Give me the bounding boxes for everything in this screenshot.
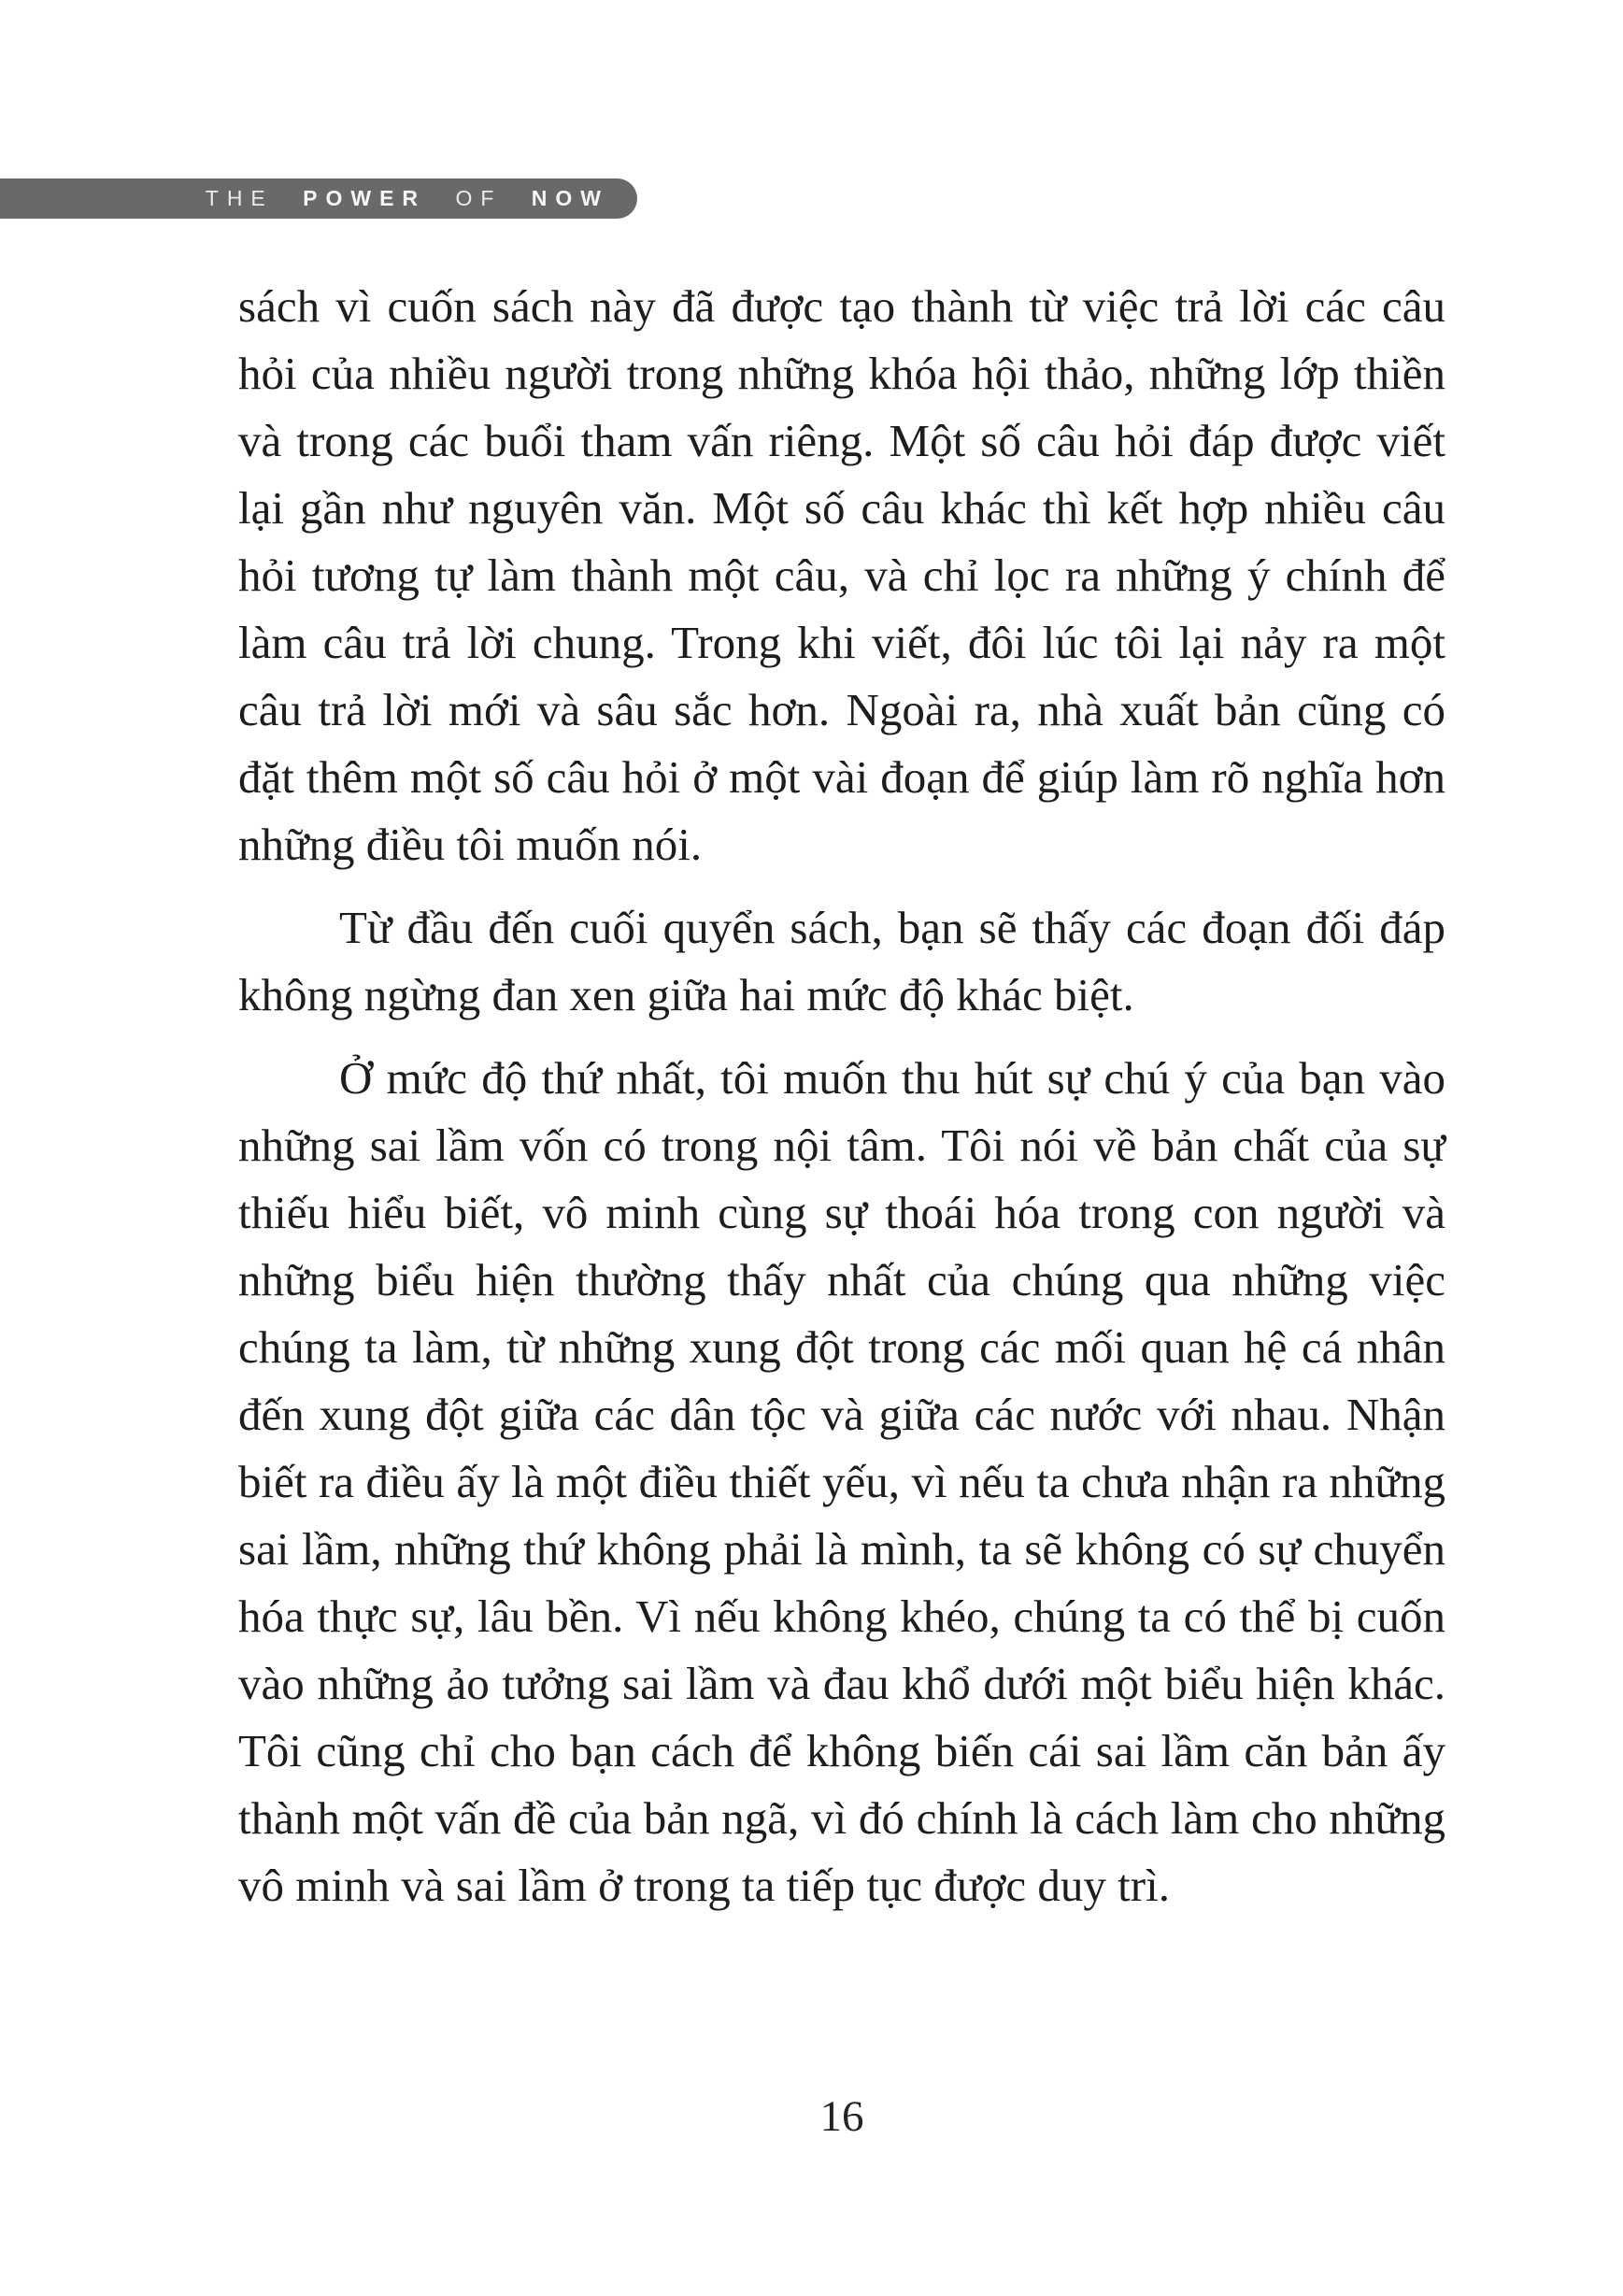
page-body-text bbox=[238, 273, 1445, 1919]
paragraph: Ở mức độ thứ nhất, tôi muốn thu hút sự chú ý của bạn vào những sai lầm vốn có trong nội tâm. Tôi nói về bản chất của sự thiếu hiểu biết, vô minh cùng sự thoái hóa trong con người và những biểu hiện thường thấy nhất của chúng qua những việc chúng ta làm, từ những xung đột trong các mối quan hệ cá nhân đến xung đột giữa các dân tộc và giữa các nước với nhau. Nhận biết ra điều ấy là một điều thiết yếu, vì nếu ta chưa nhận ra những sai lầm, những thứ không phải là mình, ta sẽ không có sự chuyển hóa thực sự, lâu bền. Vì nếu không khéo, chúng ta có thể bị cuốn vào những ảo tưởng sai lầm và đau khổ dưới một biểu hiện khác. Tôi cũng chỉ cho bạn cách để không biến cái sai lầm căn bản ấy thành một vấn đề của bản ngã, vì đó chính là cách làm cho những vô minh và sai lầm ở trong ta tiếp tục được duy trì. bbox=[238, 1052, 1445, 1911]
book-title-word-power: POWER bbox=[303, 186, 427, 210]
book-title-word-of: OF bbox=[455, 186, 503, 210]
page-number: 16 bbox=[819, 2092, 864, 2141]
book-title bbox=[206, 188, 609, 209]
book-title-word-now: NOW bbox=[531, 186, 609, 210]
paragraph: sách vì cuốn sách này đã được tạo thành từ việc trả lời các câu hỏi của nhiều người trong những khóa hội thảo, những lớp thiền và trong các buổi tham vấn riêng. Một số câu hỏi đáp được viết lại gần như nguyên văn. Một số câu khác thì kết hợp nhiều câu hỏi tương tự làm thành một câu, và chỉ lọc ra những ý chính để làm câu trả lời chung. Trong khi viết, đôi lúc tôi lại nảy ra một câu trả lời mới và sâu sắc hơn. Ngoài ra, nhà xuất bản cũng có đặt thêm một số câu hỏi ở một vài đoạn để giúp làm rõ nghĩa hơn những điều tôi muốn nói. bbox=[238, 280, 1445, 870]
running-header-bar bbox=[0, 178, 637, 219]
book-title-word-the: THE bbox=[205, 186, 274, 210]
paragraph: Từ đầu đến cuối quyển sách, bạn sẽ thấy các đoạn đối đáp không ngừng đan xen giữa hai mức độ khác biệt. bbox=[238, 902, 1445, 1020]
